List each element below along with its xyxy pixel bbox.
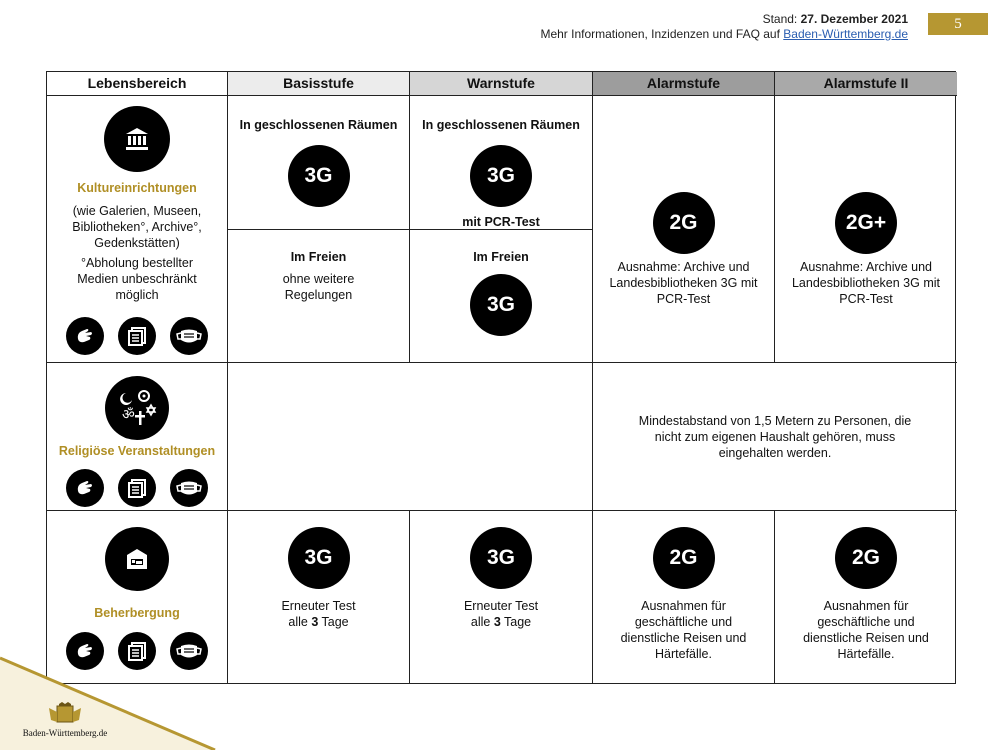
warn-indoor-label: In geschlossenen Räumen — [422, 118, 580, 132]
kultur-warn-indoor — [410, 96, 593, 230]
kultur-icons — [47, 317, 227, 355]
kultur-alarm-text: Ausnahme: Archive und Landesbibliotheken 3G mit PCR-Test — [609, 260, 758, 306]
religion-alarm-text: Mindestabstand von 1,5 Metern zu Personen, die nicht zum eigenen Haushalt gehören, muss eingehalten werden. — [638, 413, 912, 460]
basis-outdoor-text: ohne weitere Regelungen — [282, 272, 355, 302]
hand-hygiene-icon — [66, 317, 104, 355]
beherbergung-alarm2-2g: 2G — [835, 527, 897, 589]
beherbergung-basis-text-b: alle 3 Tage — [288, 615, 349, 629]
kultur-alarm2-text: Ausnahme: Archive und Landesbibliotheken 3G mit PCR-Test — [791, 260, 940, 306]
warn-indoor-extra: mit PCR-Test — [462, 215, 540, 229]
kultur-basis-indoor — [228, 96, 410, 230]
kultur-warn-outdoor — [410, 230, 593, 363]
beherbergung-alarm2 — [775, 511, 957, 684]
face-mask-icon — [170, 469, 208, 507]
coat-of-arms-icon — [45, 702, 85, 726]
category-religion — [47, 363, 228, 511]
religion-basis-warn — [228, 363, 593, 511]
warn-outdoor-label: Im Freien — [473, 250, 529, 264]
beherbergung-warn — [410, 511, 593, 684]
kultur-alarm-2g: 2G — [653, 192, 715, 254]
beherbergung-title: Beherbergung — [94, 606, 180, 620]
page-header — [540, 12, 908, 42]
basis-indoor-label: In geschlossenen Räumen — [239, 118, 398, 132]
stand-date: 27. Dezember 2021 — [800, 12, 908, 26]
religion-symbols-icon — [105, 376, 169, 440]
beherbergung-warn-3g: 3G — [470, 527, 532, 589]
warn-indoor-3g: 3G — [470, 145, 532, 207]
rules-table — [46, 71, 956, 684]
beherbergung-alarm — [593, 511, 775, 684]
svg-text:ॐ: ॐ — [122, 407, 135, 423]
header-alarmstufe: Alarmstufe — [593, 72, 775, 96]
religion-title: Religiöse Veranstaltungen — [58, 444, 216, 458]
basis-indoor-3g: 3G — [288, 145, 350, 207]
face-mask-icon — [170, 317, 208, 355]
basis-outdoor-label: Im Freien — [290, 250, 347, 264]
header-alarmstufe-2: Alarmstufe II — [775, 72, 957, 96]
beherbergung-basis-3g: 3G — [288, 527, 350, 589]
kultur-desc: (wie Galerien, Museen, Bibliotheken°, Archive°, Gedenkstätten) — [72, 204, 202, 250]
beherbergung-alarm2-text: Ausnahmen für geschäftliche und dienstliche Reisen und Härtefälle. — [803, 599, 929, 661]
header-lebensbereich: Lebensbereich — [47, 72, 228, 96]
beherbergung-basis-text-a: Erneuter Test — [281, 599, 356, 613]
kultur-note: °Abholung bestellter Medien unbeschränkt möglich — [77, 256, 197, 302]
kultur-basis-outdoor — [228, 230, 410, 363]
beherbergung-warn-text-b: alle 3 Tage — [470, 615, 532, 629]
kultur-alarm2 — [775, 96, 957, 363]
footer-logo-text: Baden-Württemberg.de — [22, 728, 108, 738]
warn-outdoor-3g: 3G — [470, 274, 532, 336]
stand-line: Stand: 27. Dezember 2021 — [762, 12, 908, 26]
religion-icons — [47, 469, 227, 507]
beherbergung-alarm-2g: 2G — [653, 527, 715, 589]
footer-logo — [20, 702, 110, 738]
contact-form-icon — [118, 469, 156, 507]
museum-icon — [104, 106, 170, 172]
hand-hygiene-icon — [66, 469, 104, 507]
info-link[interactable]: Baden-Württemberg.de — [783, 27, 908, 41]
kultur-alarm2-2gplus: 2G+ — [835, 192, 897, 254]
header-warnstufe: Warnstufe — [410, 72, 593, 96]
beherbergung-warn-text-a: Erneuter Test — [463, 599, 539, 613]
beherbergung-alarm-text: Ausnahmen für geschäftliche und dienstliche Reisen und Härtefälle. — [620, 599, 747, 661]
religion-alarm — [593, 363, 957, 511]
kultur-alarm — [593, 96, 775, 363]
header-basisstufe: Basisstufe — [228, 72, 410, 96]
category-kultur — [47, 96, 228, 363]
info-line: Mehr Informationen, Inzidenzen und FAQ auf Baden-Württemberg.de — [540, 27, 908, 41]
contact-form-icon — [118, 317, 156, 355]
kultur-title: Kultureinrichtungen — [77, 181, 197, 195]
page-number: 5 — [928, 13, 988, 35]
hotel-icon — [105, 527, 169, 591]
